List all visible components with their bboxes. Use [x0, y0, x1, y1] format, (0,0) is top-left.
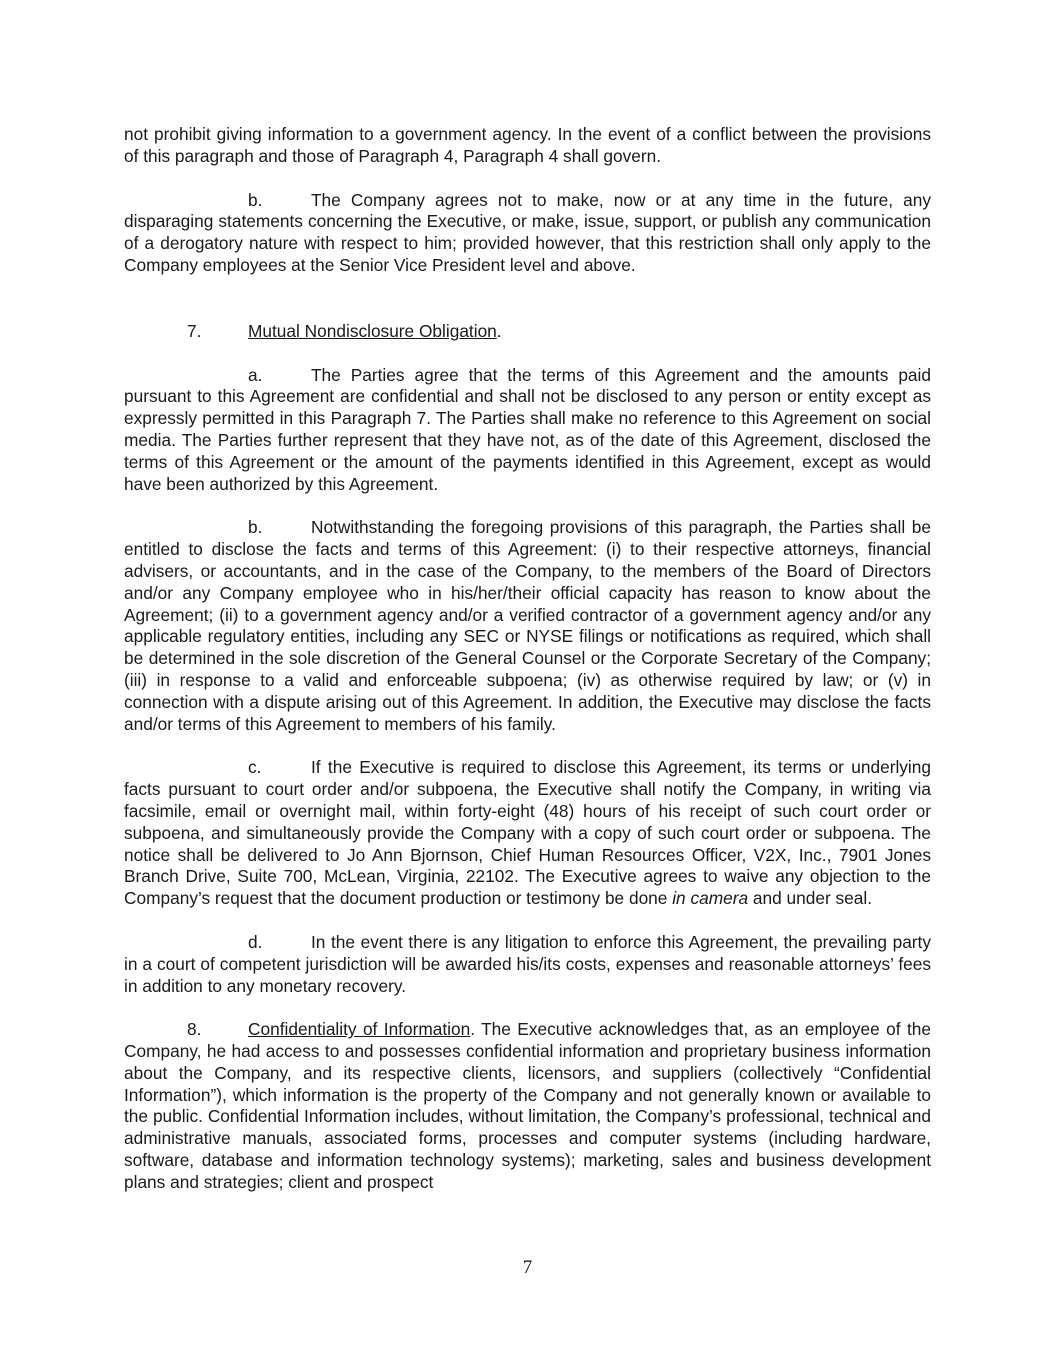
page-number: 7	[522, 1257, 533, 1278]
section-8-number: 8.	[187, 1019, 202, 1040]
paragraph-7c-label: c.	[248, 757, 262, 778]
paragraph-7c-italic: in camera	[672, 888, 749, 909]
carryover-paragraph: not prohibit giving information to a government agency. In the event of a conflict between the provisions of this paragraph and those of Paragraph 4, Paragraph 4 shall govern.	[124, 124, 931, 166]
paragraph-7b	[124, 517, 931, 735]
section-8	[124, 1019, 931, 1193]
paragraph-6b	[124, 190, 931, 277]
paragraph-7c	[124, 757, 931, 910]
paragraph-6b-text: The Company agrees not to make, now or at any time in the future, any disparaging statements concerning the Executive, or make, issue, support, or publish any communication of a derogatory nature with respect to him; provided however, that this restriction shall only apply to the Company employees at the Senior Vice President level and above.	[124, 189, 931, 275]
section-7-heading	[124, 321, 931, 343]
section-8-text: . The Executive acknowledges that, as an employee of the Company, he had access to and possesses confidential information and proprietary business information about the Company, and its respective clients, licensors, and suppliers (collectively “Confidential Information”), which information is the property of the Company and not generally known or available to the public. Confidential Information includes, without limitation, the Company’s professional, technical and administrative manuals, associated forms, processes and computer systems (including hardware, software, database and information technology systems); marketing, sales and business development plans and strategies; client and prospect	[124, 1019, 931, 1192]
section-8-title: Confidentiality of Information	[248, 1019, 471, 1040]
section-7-title: Mutual Nondisclosure Obligation	[248, 320, 497, 341]
paragraph-7a-label: a.	[248, 364, 263, 385]
paragraph-7b-label: b.	[248, 517, 263, 538]
paragraph-7c-text-end: and under seal.	[748, 888, 873, 909]
paragraph-7c-text: If the Executive is required to disclose this Agreement, its terms or underlying facts pursuant to court order and/or subpoena, the Executive shall notify the Company, in writing via facsimile, email or overnight mail, within forty-eight (48) hours of his receipt of such court order or subpoena, and simultaneously provide the Company with a copy of such court order or subpoena. The notice shall be delivered to Jo Ann Bjornson, Chief Human Resources Officer, V2X, Inc., 7901 Jones Branch Drive, Suite 700, McLean, Virginia, 22102. The Executive agrees to waive any objection to the Company’s request that the document production or testimony be done	[124, 757, 931, 909]
section-7-title-end: .	[496, 320, 502, 341]
paragraph-7d-text: In the event there is any litigation to enforce this Agreement, the prevailing party in a court of competent jurisdiction will be awarded his/its costs, expenses and reasonable attorneys’ fees in addition to any monetary recovery.	[124, 931, 931, 996]
document-page	[124, 124, 931, 1194]
paragraph-7b-text: Notwithstanding the foregoing provisions of this paragraph, the Parties shall be entitled to disclose the facts and terms of this Agreement: (i) to their respective attorneys, financial advisers, or accountants, and in the case of the Company, to the members of the Board of Directors and/or any Company employee who in his/her/their official capacity has reason to know about the Agreement; (ii) to a government agency and/or a verified contractor of a government agency and/or any applicable regulatory entities, including any SEC or NYSE filings or notifications as required, which shall be determined in the sole discretion of the General Counsel or the Corporate Secretary of the Company; (iii) in response to a valid and enforceable subpoena; (iv) as otherwise required by law; or (v) in connection with a dispute arising out of this Agreement. In addition, the Executive may disclose the facts and/or terms of this Agreement to members of his family.	[124, 517, 931, 734]
paragraph-7a-text: The Parties agree that the terms of this Agreement and the amounts paid pursuant to this Agreement are confidential and shall not be disclosed to any person or entity except as expressly permitted in this Paragraph 7. The Parties shall make no reference to this Agreement on social media. The Parties further represent that they have not, as of the date of this Agreement, disclosed the terms of this Agreement or the amount of the payments identified in this Agreement, except as would have been authorized by this Agreement.	[124, 364, 931, 494]
paragraph-7d-label: d.	[248, 931, 263, 952]
paragraph-6b-label: b.	[248, 189, 263, 210]
section-7-number: 7.	[187, 320, 202, 341]
paragraph-7d	[124, 932, 931, 997]
paragraph-7a	[124, 365, 931, 496]
